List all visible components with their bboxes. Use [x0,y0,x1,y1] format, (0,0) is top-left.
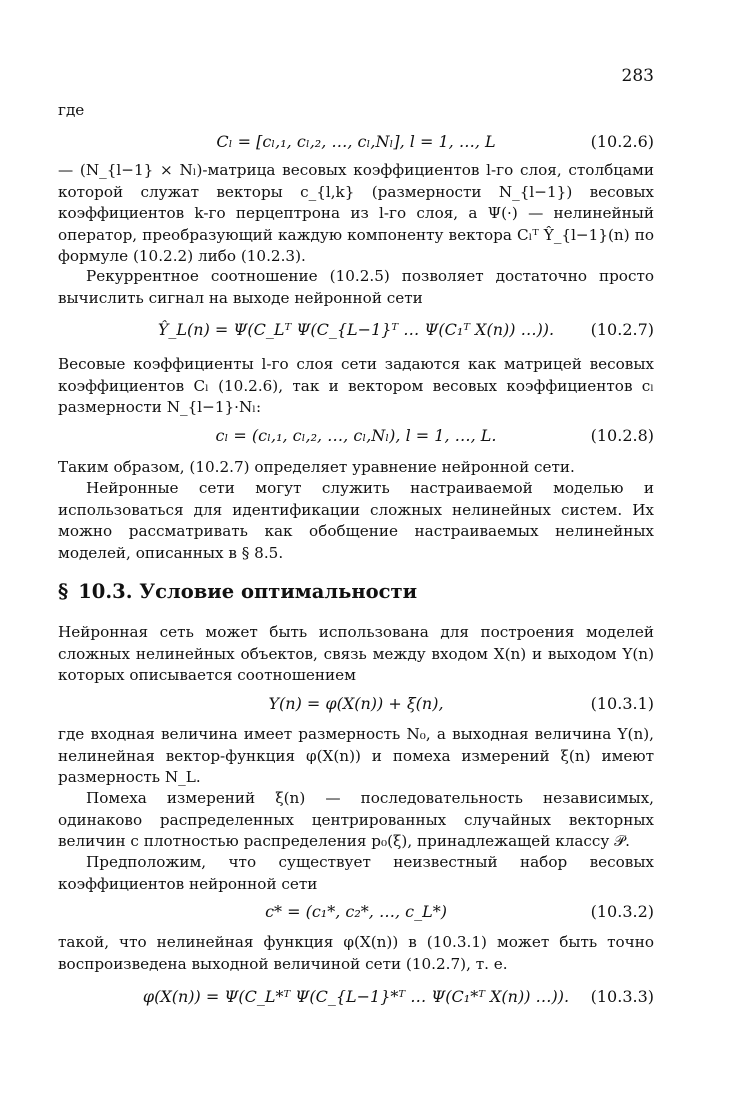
formula-expr: cₗ = (cₗ,₁, cₗ,₂, …, cₗ,Nₗ), l = 1, …, L. [215,426,497,445]
formula-10-3-1 [58,692,654,716]
formula-10-2-7 [58,318,654,342]
formula-number: (10.2.6) [590,132,654,151]
paragraph-reproduction: такой, что нелинейная функция φ(X(n)) в (10.3.1) может быть точно воспроизведена выходной величиной сети (10.2.7), т. е. [58,933,654,973]
formula-number: (10.2.8) [590,426,654,445]
formula-number: (10.3.1) [590,694,654,713]
paragraph-network-equation: Таким образом, (10.2.7) определяет уравнение нейронной сети. [58,458,575,476]
book-page [58,0,654,1100]
page-number: 283 [621,66,654,86]
paragraph-dimensions: где входная величина имеет размерность N₀, а выходная величина Y(n), нелинейная вектор-функция φ(X(n)) и помеха измерений ξ(n) имеют размерность N_L. [58,725,654,786]
section-title: Условие оптимальности [139,580,418,603]
section-symbol: § [58,580,69,603]
paragraph-matrix-definition: — (N_{l−1} × Nₗ)-матрица весовых коэффициентов l-го слоя, столбцами которой служат векторы c_{l,k} (размерности N_{l−1}) весовых коэффициентов k-го перцептрона из l-го слоя, а Ψ(·) — нелинейный оператор, преобразующий каждую компоненту вектора Cₗᵀ Ŷ_{l−1}(n) по формуле (10.2.2) либо (10.2.3). [58,161,654,265]
formula-number: (10.3.2) [590,902,654,921]
formula-expr: c* = (c₁*, c₂*, …, c_L*) [265,902,447,921]
formula-expr: Cₗ = [cₗ,₁, cₗ,₂, …, cₗ,Nₗ], l = 1, …, L [216,132,496,151]
formula-number: (10.2.7) [590,320,654,339]
paragraph-model-intro: Нейронная сеть может быть использована для построения моделей сложных нелинейных объектов, связь между входом X(n) и выходом Y(n) которых описывается соотношением [58,623,654,684]
section-number: 10.3. [78,580,133,603]
formula-10-3-2 [58,900,654,924]
formula-10-3-3 [58,985,654,1009]
paragraph-recurrence: Рекуррентное соотношение (10.2.5) позволяет достаточно просто вычислить сигнал на выходе нейронной сети [58,267,654,307]
formula-expr: Ŷ_L(n) = Ψ(C_Lᵀ Ψ(C_{L−1}ᵀ … Ψ(C₁ᵀ X(n)) …)). [157,320,555,339]
formula-10-2-6 [58,130,654,154]
section-heading [58,580,417,603]
intro-word: где [58,101,85,119]
formula-number: (10.3.3) [590,987,654,1006]
formula-10-2-8 [58,424,654,448]
formula-expr: φ(X(n)) = Ψ(C_L*ᵀ Ψ(C_{L−1}*ᵀ … Ψ(C₁*ᵀ X(n)) …)). [142,987,570,1006]
paragraph-weights: Весовые коэффициенты l-го слоя сети задаются как матрицей весовых коэффициентов Cₗ (10.2.6), так и вектором весовых коэффициентов cₗ размерности N_{l−1}·Nₗ: [58,355,654,416]
paragraph-identification: Нейронные сети могут служить настраиваемой моделью и использоваться для идентификации сложных нелинейных систем. Их можно рассматривать как обобщение настраиваемых нелинейных моделей, описанных в § 8.5. [58,479,654,562]
paragraph-noise: Помеха измерений ξ(n) — последовательность независимых, одинаково распределенных центрированных случайных векторных величин с плотностью распределения p₀(ξ), принадлежащей классу 𝒫. [58,789,654,850]
formula-expr: Y(n) = φ(X(n)) + ξ(n), [268,694,444,713]
paragraph-assumption: Предположим, что существует неизвестный набор весовых коэффициентов нейронной сети [58,853,654,893]
